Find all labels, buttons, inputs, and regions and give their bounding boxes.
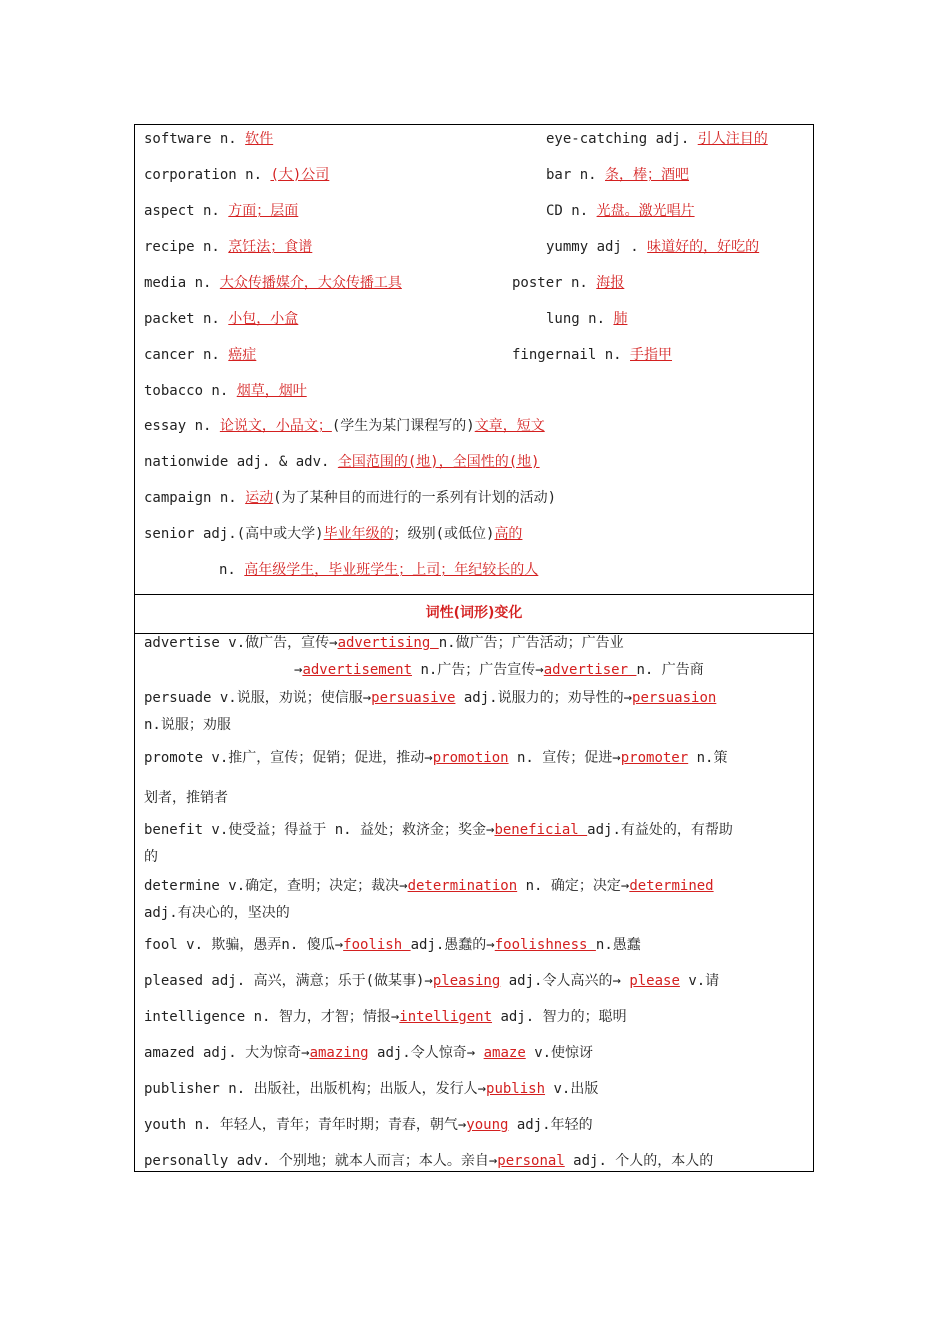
answer: please [629,973,680,989]
form-persuade-2: n.说服；劝服 [144,717,231,733]
answer: 方面；层面 [228,203,299,219]
answer: intelligent [399,1009,493,1025]
vocab-cancer: cancer n. 癌症 [144,347,257,363]
answer: 引人注目的 [697,131,768,147]
form-personally: personally adv. 个别地；就本人而言；本人。亲自→personal adj. 个人的，本人的 [144,1153,714,1169]
form-fool: fool v. 欺骗，愚弄n. 傻瓜→foolish adj.愚蠢的→foolishness n.愚蠢 [144,937,641,953]
answer: advertisement [302,662,413,678]
answer: foolish [343,937,411,953]
answer: (大)公司 [270,167,330,183]
vocabulary-table [134,124,814,1172]
form-pleased: pleased adj. 高兴，满意；乐于(做某事)→pleasing adj.令人高兴的→ please v.请 [144,973,720,989]
answer: 烟草，烟叶 [236,383,307,399]
answer: 海报 [596,275,625,291]
answer: 癌症 [228,347,257,363]
form-intelligence: intelligence n. 智力，才智；情报→intelligent adj. 智力的；聪明 [144,1009,627,1025]
vocab-packet: packet n. 小包，小盒 [144,311,299,327]
answer: amazing [309,1045,369,1061]
answer: personal [497,1153,565,1169]
vocab-corporation: corporation n. (大)公司 [144,167,330,183]
answer: pleasing [432,973,501,989]
form-benefit-2: 的 [144,849,158,865]
vocab-fingernail: fingernail n. 手指甲 [512,347,673,363]
answer: amaze [483,1045,526,1061]
form-publisher: publisher n. 出版社，出版机构；出版人，发行人→publish v.出版 [144,1081,599,1097]
vocab-eye-catching: eye-catching adj. 引人注目的 [546,131,768,147]
vocab-yummy: yummy adj . 味道好的，好吃的 [546,239,760,255]
vocab-cd: CD n. 光盘。激光唱片 [546,203,695,219]
form-determine: determine v.确定，查明；决定；裁决→determination n. 确定；决定→determined [144,878,714,894]
answer: determination [407,878,518,894]
answer: 文章，短文 [474,418,545,434]
answer: advertiser [543,662,637,678]
form-advertise: advertise v.做广告，宣传→advertising n.做广告；广告活动；广告业 [144,635,624,651]
answer: promoter [620,750,689,766]
vocab-media: media n. 大众传播媒介，大众传播工具 [144,275,402,291]
answer: young [466,1117,509,1133]
vocab-senior-noun: n. 高年级学生，毕业班学生；上司；年纪较长的人 [219,562,539,578]
vocab-campaign: campaign n. 运动(为了某种目的而进行的一系列有计划的活动) [144,490,557,506]
form-advertise-2: →advertisement n.广告；广告宣传→advertiser n. 广告商 [294,662,704,678]
answer: foolishness [494,937,596,953]
section-header: 词性(词形)变化 [135,594,813,634]
answer: 全国范围的(地)，全国性的(地) [337,454,540,470]
answer: 味道好的，好吃的 [647,239,760,255]
vocab-nationwide: nationwide adj. & adv. 全国范围的(地)，全国性的(地) [144,454,540,470]
vocab-senior: senior adj.(高中或大学)毕业年级的；级别(或低位)高的 [144,526,523,542]
answer: 高年级学生，毕业班学生；上司；年纪较长的人 [244,562,539,578]
form-determine-2: adj.有决心的，坚决的 [144,905,290,921]
answer: 光盘。激光唱片 [596,203,695,219]
form-promote: promote v.推广，宣传；促销；促进，推动→promotion n. 宣传；促进→promoter n.策 [144,750,728,766]
vocab-software: software n. 软件 [144,131,274,147]
vocab-lung: lung n. 肺 [546,311,628,327]
answer: publish [486,1081,546,1097]
answer: promotion [432,750,509,766]
answer: beneficial [494,822,588,838]
vocab-recipe: recipe n. 烹饪法；食谱 [144,239,313,255]
answer: 手指甲 [630,347,673,363]
answer: 烹饪法；食谱 [228,239,313,255]
answer: 小包，小盒 [228,311,299,327]
form-amazed: amazed adj. 大为惊奇→amazing adj.令人惊奇→ amaze v.使惊讶 [144,1045,594,1061]
form-youth: youth n. 年轻人，青年；青年时期；青春，朝气→young adj.年轻的 [144,1117,593,1133]
vocab-essay: essay n. 论说文，小品文；(学生为某门课程写的)文章，短文 [144,418,545,434]
vocab-tobacco: tobacco n. 烟草，烟叶 [144,383,307,399]
vocab-aspect: aspect n. 方面；层面 [144,203,299,219]
form-persuade: persuade v.说服，劝说；使信服→persuasive adj.说服力的；劝导性的→persuasion [144,690,717,706]
form-promote-2: 划者，推销者 [144,790,228,806]
answer: 运动 [245,490,274,506]
answer: 条，棒；酒吧 [605,167,690,183]
answer: 高的 [494,526,523,542]
answer: advertising [337,635,439,651]
answer: 毕业年级的 [323,526,394,542]
answer: 肺 [613,311,628,327]
vocab-bar: bar n. 条，棒；酒吧 [546,167,690,183]
answer: persuasive [371,690,456,706]
vocab-poster: poster n. 海报 [512,275,625,291]
answer: determined [629,878,714,894]
answer: 软件 [245,131,274,147]
answer: persuasion [632,690,717,706]
form-benefit: benefit v.使受益；得益于 n. 益处；救济金；奖金→beneficial adj.有益处的，有帮助 [144,822,733,838]
answer: 大众传播媒介，大众传播工具 [219,275,402,291]
answer: 论说文，小品文； [219,418,332,434]
